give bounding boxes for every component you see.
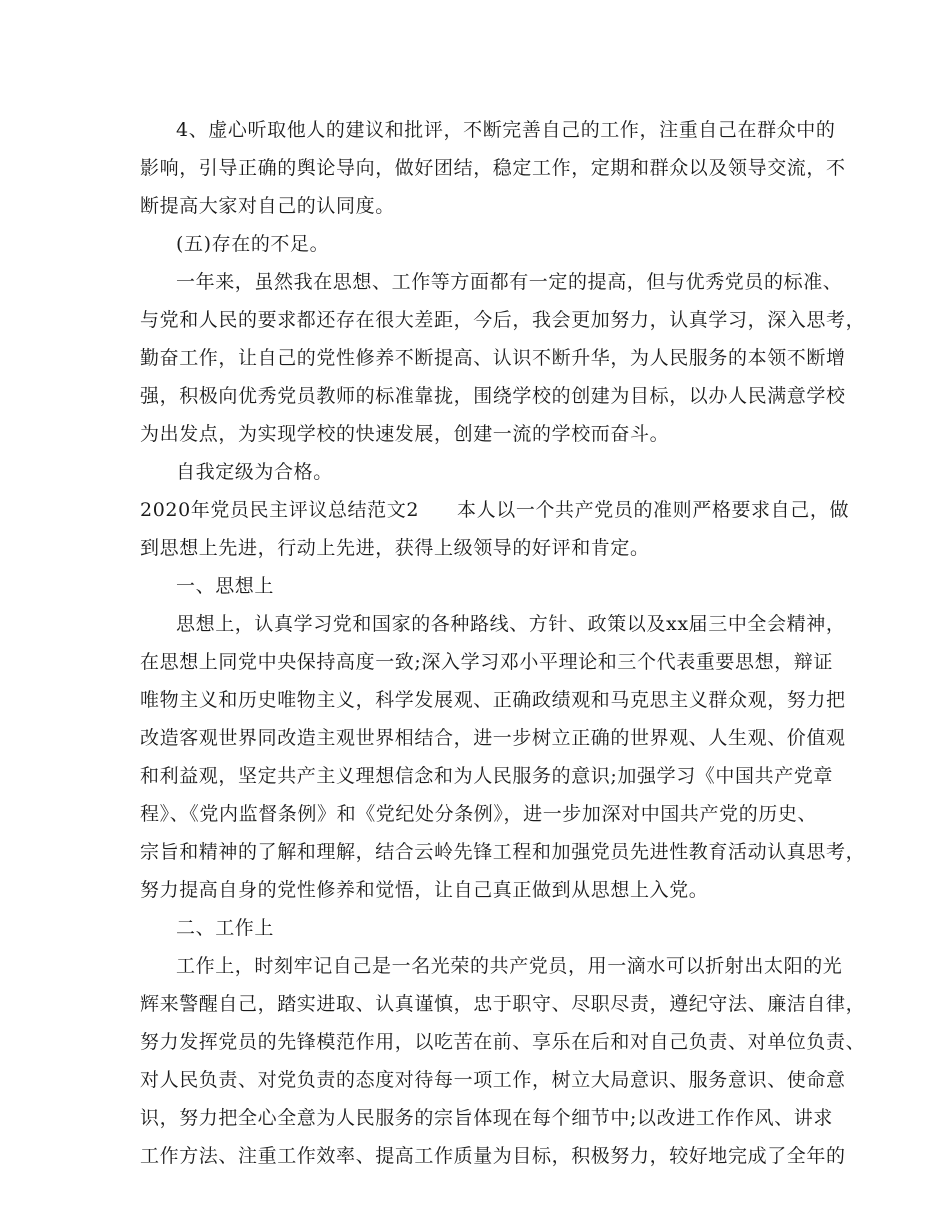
text-line: 在思想上同党中央保持高度一致;深入学习邓小平理论和三个代表重要思想，辩证 xyxy=(140,651,834,673)
section-heading: 二、工作上 xyxy=(176,917,275,939)
text-line: 勤奋工作，让自己的党性修养不断提高、认识不断升华，为人民服务的本领不断增 xyxy=(140,347,846,369)
section-heading: 一、思想上 xyxy=(176,575,275,597)
text-line: 唯物主义和历史唯物主义，科学发展观、正确政绩观和马克思主义群众观，努力把 xyxy=(140,689,846,711)
section-heading: (五)存在的不足。 xyxy=(176,233,330,255)
text-line: 对人民负责、对党负责的态度对待每一项工作，树立大局意识、服务意识、使命意 xyxy=(140,1069,846,1091)
text-line: 工作方法、注重工作效率、提高工作质量为目标，积极努力，较好地完成了全年的 xyxy=(140,1145,846,1167)
title-line xyxy=(140,498,850,522)
text-line: 自我定级为合格。 xyxy=(176,461,333,483)
text-line: 思想上，认真学习党和国家的各种路线、方针、政策以及xx届三中全会精神， xyxy=(176,613,846,635)
text-line: 4、虚心听取他人的建议和批评，不断完善自己的工作，注重自己在群众中的 xyxy=(176,119,836,141)
text-line: 宗旨和精神的了解和理解，结合云岭先锋工程和加强党员先进性教育活动认真思考， xyxy=(140,841,866,863)
text-line: 程》、《党内监督条例》和《党纪处分条例》，进一步加深对中国共产党的历史、 xyxy=(140,803,818,825)
text-line: 改造客观世界同改造主观世界相结合，进一步树立正确的世界观、人生观、价值观 xyxy=(140,727,846,749)
article-title: 2020年党员民主评议总结范文2 xyxy=(140,499,420,521)
text-line: 努力发挥党员的先锋模范作用，以吃苦在前、享乐在后和对自己负责、对单位负责、 xyxy=(140,1031,866,1053)
text-line: 强，积极向优秀党员教师的标准靠拢，围绕学校的创建为目标，以办人民满意学校 xyxy=(140,385,846,407)
text-line: 辉来警醒自己，踏实进取、认真谨慎，忠于职守、尽职尽责，遵纪守法、廉洁自律， xyxy=(140,993,866,1015)
text-line: 与党和人民的要求都还存在很大差距，今后，我会更加努力，认真学习，深入思考， xyxy=(140,309,866,331)
text-line: 和利益观，坚定共产主义理想信念和为人民服务的意识;加强学习《中国共产党章 xyxy=(140,765,834,787)
text-fragment: 本人以一个共产党员的准则严格要求自己，做 xyxy=(457,499,850,521)
text-line: 到思想上先进，行动上先进，获得上级领导的好评和肯定。 xyxy=(140,537,650,559)
text-line: 工作上，时刻牢记自己是一名光荣的共产党员，用一滴水可以折射出太阳的光 xyxy=(176,955,843,977)
text-line: 影响，引导正确的舆论导向，做好团结，稳定工作，定期和群众以及领导交流，不 xyxy=(140,157,846,179)
text-line: 断提高大家对自己的认同度。 xyxy=(140,195,395,217)
text-line: 为出发点，为实现学校的快速发展，创建一流的学校而奋斗。 xyxy=(140,423,670,445)
text-line: 一年来，虽然我在思想、工作等方面都有一定的提高，但与优秀党员的标准、 xyxy=(176,271,843,293)
text-line: 努力提高自身的党性修养和觉悟，让自己真正做到从思想上入党。 xyxy=(140,879,709,901)
text-line: 识，努力把全心全意为人民服务的宗旨体现在每个细节中;以改进工作作风、讲求 xyxy=(140,1107,834,1129)
